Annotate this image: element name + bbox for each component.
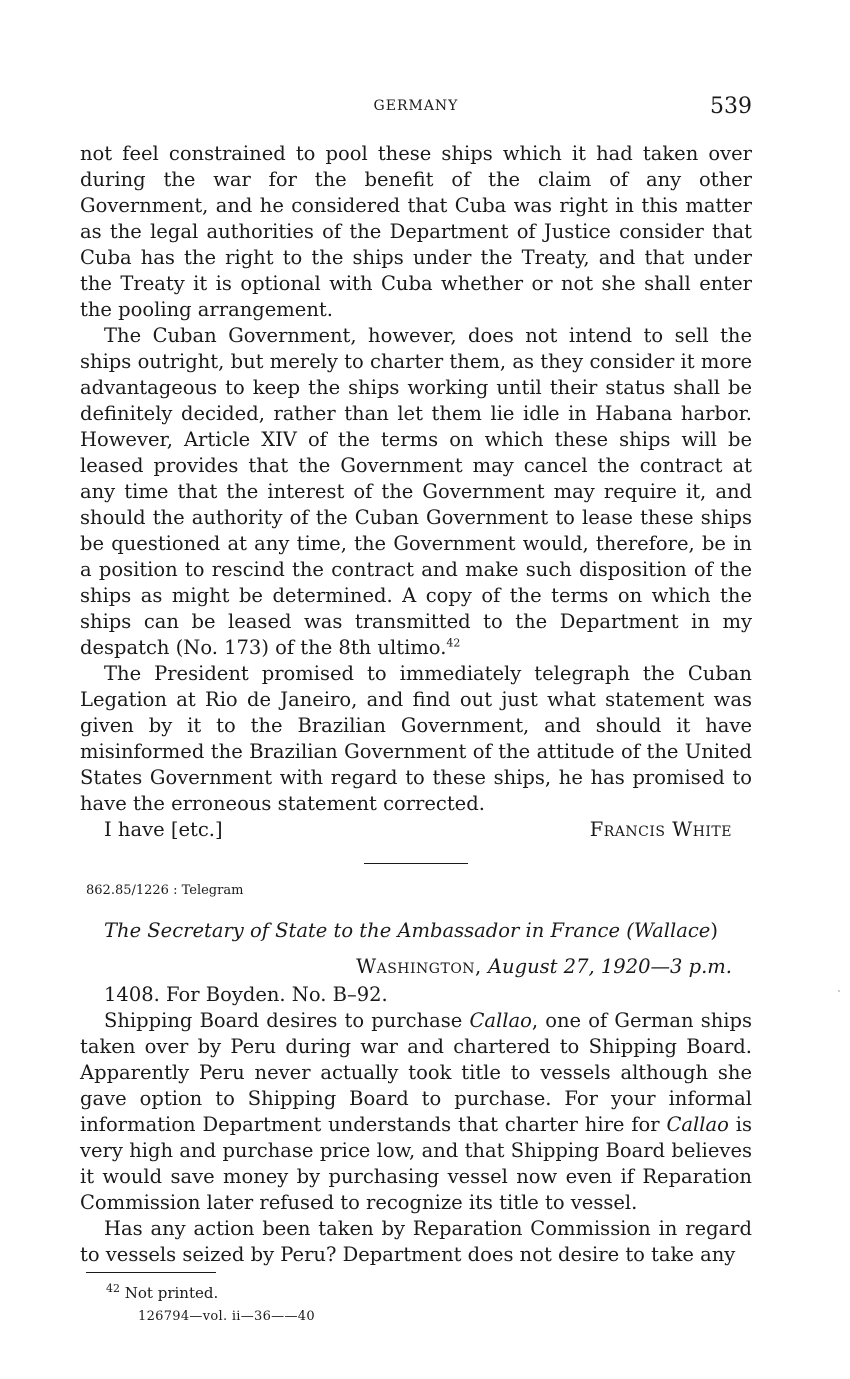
running-head: [80, 94, 752, 124]
page-body: [80, 141, 752, 1268]
closing-text: I have [etc.]: [104, 818, 223, 841]
ship-name: Callao: [666, 1113, 729, 1136]
dateline-date: August 27, 1920—3 p.m.: [487, 955, 732, 978]
paragraph-reparation: Has any action been taken by Reparation Commission in regard to vessels seized by Peru? Department does not desire to take any: [80, 1217, 752, 1266]
footnote-text: Not printed.: [124, 1284, 219, 1302]
scroll-indicator: [838, 990, 840, 992]
paragraph-text: , one of German ships taken over by Peru during war and chartered to Shipping Board. Apparently Peru never actually took title to vessels although she gave option to Shipping Board to purchase. For your informal information Department understands that charter hire for: [80, 1009, 752, 1136]
print-code: 126794—vol. ii—36——40: [138, 1309, 315, 1324]
paragraph-text: Shipping Board desires to purchase: [104, 1009, 470, 1032]
telegram-number: 1408. For Boyden. No. B–92.: [104, 983, 388, 1006]
paragraph-cuban-government: [80, 323, 752, 661]
closing-line: [80, 817, 752, 843]
document-title-close: ): [710, 919, 718, 942]
ship-name: Callao: [469, 1009, 532, 1032]
page-number: 539: [710, 94, 752, 119]
paragraph-president: The President promised to immediately telegraph the Cuban Legation at Rio de Janeiro, and find out just what statement was given by it to the Brazilian Government, and should it have misinformed the Brazilian Government of the attitude of the United States Government with regard to these ships, he has promised to have the erroneous statement corrected.: [80, 662, 752, 815]
running-head-title: GERMANY: [373, 98, 459, 114]
dateline: [80, 954, 752, 980]
footnote-marker: 42: [106, 1282, 120, 1295]
footnote: [106, 1284, 218, 1302]
document-title-name: Wallace: [633, 919, 711, 942]
document-title-text: The Secretary of State to the Ambassador in France (: [104, 919, 634, 942]
paragraph-text: The Cuban Government, however, does not intend to sell the ships outright, but merely to charter them, as they consider it more advantageous to keep the ships working until their status shall be definitely decided, rather than let them lie idle in Habana harbor. However, Article XIV of the terms on which these ships will be leased provides that the Government may cancel the contract at any time that the interest of the Government may require it, and should the authority of the Cuban Government to lease these ships be questioned at any time, the Government would, therefore, be in a position to rescind the contract and make such disposition of the ships as might be determined. A copy of the terms on which the ships can be leased was transmitted to the Department in my despatch (No. 173) of the 8th ultimo.: [80, 324, 752, 659]
signature: Francis White: [589, 818, 732, 841]
file-reference: 862.85/1226 : Telegram: [86, 883, 244, 898]
document-title: [80, 918, 752, 944]
dateline-place: Washington,: [356, 955, 482, 978]
footnote-rule: [86, 1272, 216, 1273]
footnote-reference: 42: [446, 636, 461, 650]
paragraph-shipping-board: [80, 1008, 752, 1216]
paragraph-text: is very high and purchase price low, and that Shipping Board believes it would save money by purchasing vessel now even if Reparation Commission later refused to recognize its title to vessel.: [80, 1113, 752, 1214]
paragraph-continued: not feel constrained to pool these ships which it had taken over during the war for the benefit of the claim of any other Government, and he considered that Cuba was right in this matter as the legal authorities of the Department of Justice consider that Cuba has the right to the ships under the Treaty, and that under the Treaty it is optional with Cuba whether or not she shall enter the pooling arrangement.: [80, 142, 752, 321]
section-divider: [364, 863, 468, 864]
